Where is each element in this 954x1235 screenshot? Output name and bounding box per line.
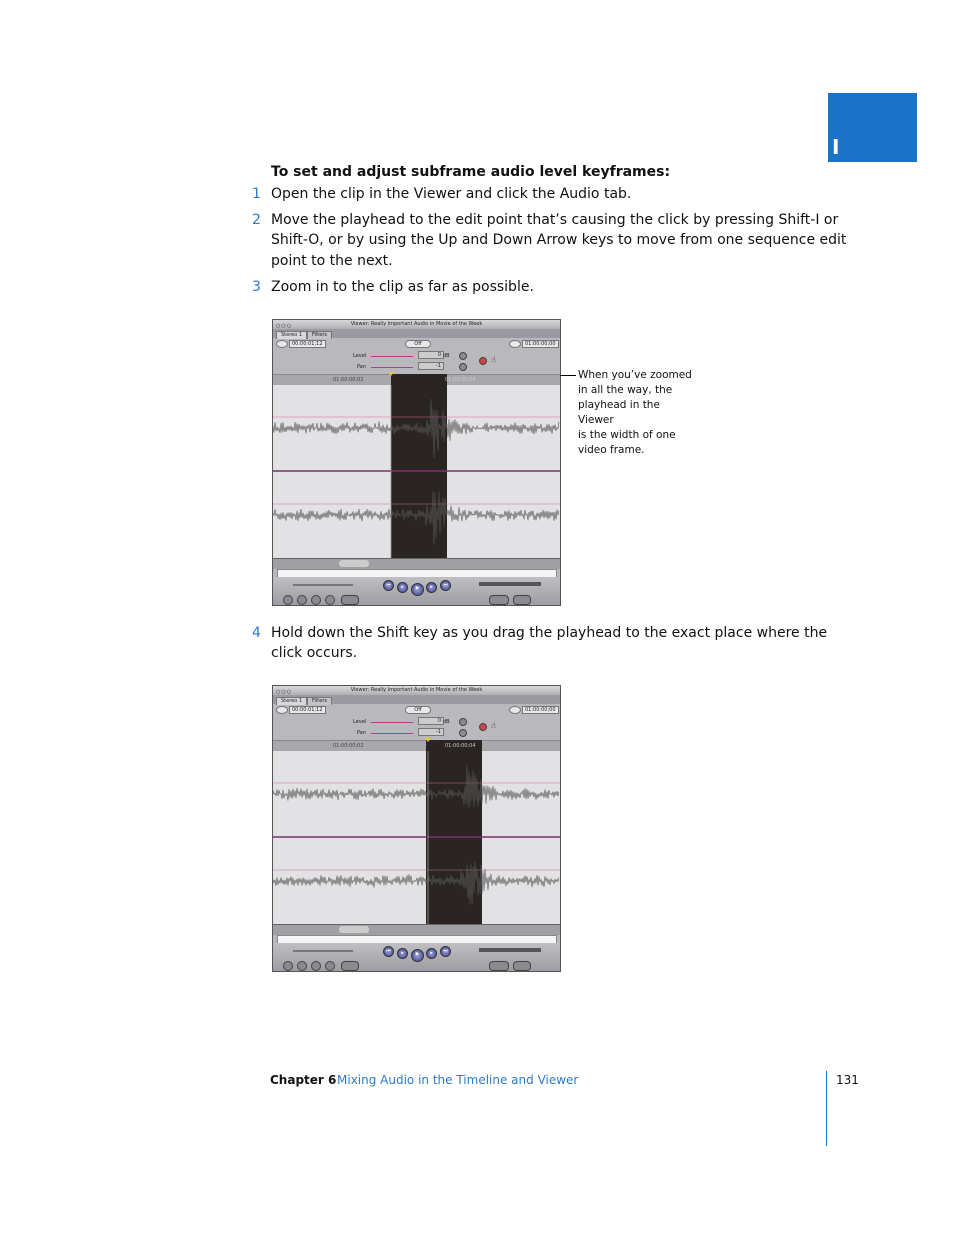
level-label: Level	[353, 719, 367, 725]
match-frame-button[interactable]	[283, 595, 293, 605]
drag-hand-icon[interactable]: ☝	[491, 355, 496, 364]
waveform-graph	[273, 751, 560, 924]
clock-icon	[509, 706, 521, 714]
viewer-screenshot-dragged	[272, 685, 561, 972]
mark-clip-button[interactable]	[297, 961, 307, 971]
current-timecode: 01:00:00;00	[522, 340, 559, 348]
add-keyframe-button[interactable]	[311, 961, 321, 971]
audio-menu: Off	[405, 706, 431, 714]
step-text: Move the playhead to the edit point that’s causing the click by pressing Shift-I or	[271, 212, 839, 228]
step-text: Shift-O, or by using the Up and Down Arrow keys to move from one sequence edit	[271, 232, 847, 248]
playhead-marker[interactable]	[425, 738, 431, 742]
level-slider[interactable]	[371, 356, 413, 357]
keyframe-button[interactable]	[459, 352, 467, 360]
level-label: Level	[353, 353, 367, 359]
title-bar	[273, 686, 560, 695]
window-title: Viewer: Really Important Audio in Movie of the Week	[350, 321, 483, 327]
play-around-button[interactable]: ▸	[426, 582, 437, 593]
step-text: Hold down the Shift key as you drag the playhead to the exact place where the	[271, 625, 828, 641]
duration-timecode: 00:00:01;12	[289, 340, 326, 348]
tab-stereo[interactable]: Stereo 1	[276, 697, 307, 705]
level-unit: dB	[443, 353, 450, 359]
step-number: 2	[252, 212, 261, 228]
step-text: point to the next.	[271, 253, 393, 269]
clock-icon	[509, 340, 521, 348]
next-edit-button[interactable]: ⏭	[440, 946, 451, 957]
window-controls[interactable]: ○○○	[276, 323, 293, 329]
pan-label: Pan	[357, 730, 367, 736]
level-value: 0	[418, 717, 444, 725]
reset-button[interactable]	[479, 357, 487, 365]
waveform-channel	[273, 492, 559, 545]
add-marker-button[interactable]	[325, 595, 335, 605]
audio-menu: Off	[405, 340, 431, 348]
drag-hand-icon[interactable]: ☝	[491, 721, 496, 730]
callout-line-text: video frame.	[578, 444, 645, 456]
step-number: 1	[252, 186, 261, 202]
chapter-tab	[828, 93, 917, 162]
play-in-out-button[interactable]: ▸	[397, 948, 408, 959]
prev-edit-button[interactable]: ⏮	[383, 946, 394, 957]
shuttle-slider[interactable]	[293, 584, 353, 586]
level-value: 0	[418, 351, 444, 359]
tab-stereo[interactable]: Stereo 1	[276, 331, 307, 339]
callout-line-text: in all the way, the	[578, 384, 673, 396]
mark-in-out-button[interactable]	[341, 961, 359, 971]
tab-bar	[273, 695, 560, 704]
callout-line	[560, 375, 576, 376]
mark-in-out-button[interactable]	[341, 595, 359, 605]
pan-slider[interactable]	[371, 733, 413, 734]
keyframe-button[interactable]	[459, 718, 467, 726]
step-number: 4	[252, 625, 261, 641]
ruler-timecode-right: 01:00:00;04	[445, 377, 476, 383]
scrollbar[interactable]	[273, 558, 560, 569]
step-text: Open the clip in the Viewer and click the Audio tab.	[271, 186, 632, 202]
step-number: 3	[252, 279, 261, 295]
waveform-channel	[273, 861, 559, 904]
reset-button[interactable]	[479, 723, 487, 731]
tab-bar	[273, 329, 560, 338]
pan-value: -1	[418, 728, 444, 736]
shuttle-slider[interactable]	[293, 950, 353, 952]
mark-clip-button[interactable]	[297, 595, 307, 605]
waveform-channel	[273, 399, 559, 458]
window-title: Viewer: Really Important Audio in Movie of the Week	[350, 687, 483, 693]
page-number: 131	[836, 1073, 859, 1087]
duration-timecode: 00:00:01;12	[289, 706, 326, 714]
callout-line-text: is the width of one	[578, 429, 676, 441]
add-keyframe-button[interactable]	[311, 595, 321, 605]
match-frame-button[interactable]	[283, 961, 293, 971]
transport-controls	[273, 577, 560, 605]
step-text: click occurs.	[271, 645, 358, 661]
transport-controls	[273, 943, 560, 971]
playhead-marker[interactable]	[388, 372, 394, 376]
play-in-out-button[interactable]: ▸	[397, 582, 408, 593]
tab-filters[interactable]: Filters	[307, 697, 332, 705]
step-text: Zoom in to the clip as far as possible.	[271, 279, 534, 295]
clock-icon	[276, 706, 288, 714]
callout-text	[578, 368, 698, 458]
pan-label: Pan	[357, 364, 367, 370]
current-timecode: 01:00:00;00	[522, 706, 559, 714]
procedure-heading: To set and adjust subframe audio level keyframes:	[271, 164, 671, 180]
callout-line-text: playhead in the Viewer	[578, 399, 660, 426]
prev-edit-button[interactable]: ⏮	[383, 580, 394, 591]
generator-button[interactable]	[513, 595, 531, 605]
generator-button[interactable]	[513, 961, 531, 971]
pan-slider[interactable]	[371, 367, 413, 368]
waveform-graph	[273, 385, 560, 558]
level-slider[interactable]	[371, 722, 413, 723]
tab-filters[interactable]: Filters	[307, 331, 332, 339]
waveform-channel	[273, 765, 559, 808]
play-button[interactable]: ▶	[411, 949, 424, 962]
jog-control[interactable]	[479, 948, 541, 952]
scrollbar[interactable]	[273, 924, 560, 935]
viewer-screenshot-zoomed	[272, 319, 561, 606]
chapter-tab-label: I	[832, 135, 840, 159]
keyframe-button[interactable]	[459, 363, 467, 371]
window-controls[interactable]: ○○○	[276, 689, 293, 695]
add-marker-button[interactable]	[325, 961, 335, 971]
ruler-timecode-left: 01:00:00;02	[333, 377, 364, 383]
keyframe-button[interactable]	[459, 729, 467, 737]
scroll-thumb[interactable]	[339, 926, 369, 933]
level-unit: dB	[443, 719, 450, 725]
scroll-thumb[interactable]	[339, 560, 369, 567]
clock-icon	[276, 340, 288, 348]
jog-control[interactable]	[479, 582, 541, 586]
recent-clips-button[interactable]	[489, 961, 509, 971]
ruler-timecode-right: 01:00:00;04	[445, 743, 476, 749]
footer-divider	[826, 1071, 827, 1146]
footer-title: Mixing Audio in the Timeline and Viewer	[337, 1073, 579, 1087]
title-bar	[273, 320, 560, 329]
play-around-button[interactable]: ▸	[426, 948, 437, 959]
ruler-timecode-left: 01:00:00;02	[333, 743, 364, 749]
next-edit-button[interactable]: ⏭	[440, 580, 451, 591]
footer-chapter: Chapter 6	[270, 1073, 337, 1087]
recent-clips-button[interactable]	[489, 595, 509, 605]
play-button[interactable]: ▶	[411, 583, 424, 596]
pan-value: -1	[418, 362, 444, 370]
callout-line-text: When you’ve zoomed	[578, 369, 692, 381]
